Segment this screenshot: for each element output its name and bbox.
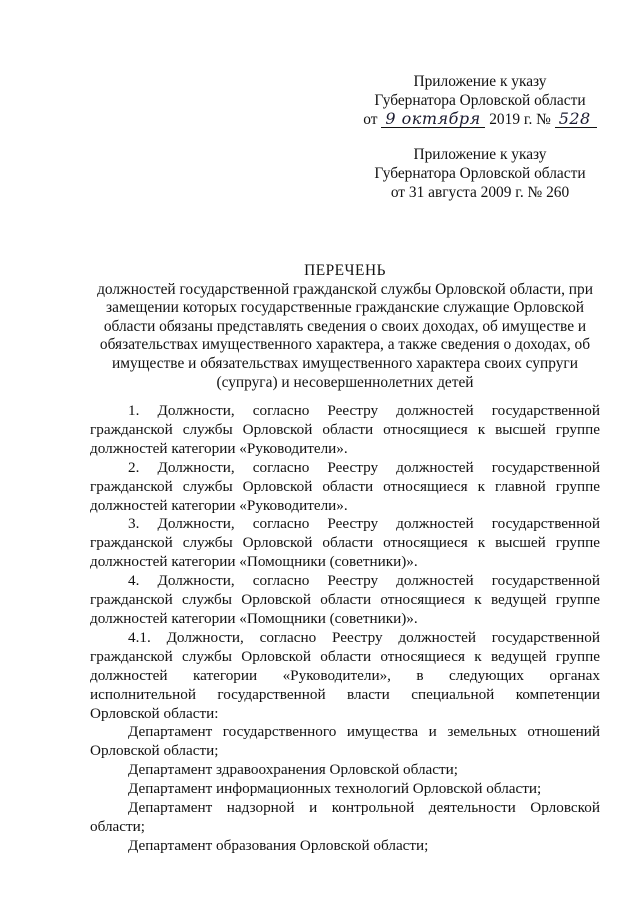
department-list-item: Департамент надзорной и контрольной деятельности Орловской области;	[90, 799, 600, 835]
title-heading: ПЕРЕЧЕНЬ	[304, 262, 386, 279]
department-list-item: Департамент государственного имущества и земельных отношений Орловской области;	[90, 723, 600, 760]
appendix-note-original	[360, 145, 600, 202]
appendix-current-line1: Приложение к указу	[413, 73, 547, 90]
title-subtitle: должностей государственной гражданской службы Орловской области, при замещении которых государственные гражданские служащие Орловской области обязаны представлять сведения о своих доходах, об имуществе и обязательствах имущественного характера, а также сведения о доходах, об имуществе и обязательствах имущественного характера своих супруги (супруга) и несовершеннолетних детей	[97, 280, 593, 391]
handwritten-decree-number: 528	[555, 111, 597, 128]
paragraph-item-2: 2. Должности, согласно Реестру должностей государственной гражданской службы Орловской области относящиеся к главной группе должностей категории «Руководители».	[90, 458, 600, 514]
paragraph-item-4-1: 4.1. Должности, согласно Реестру должностей государственной гражданской службы Орловской области относящиеся к ведущей группе должностей категории «Руководители», в следующих органах исполнительной государственной власти специальной компетенции Орловской области:	[90, 628, 600, 722]
department-list-item: Департамент информационных технологий Орловской области;	[128, 780, 542, 798]
appendix-current-line2: Губернатора Орловской области	[374, 92, 586, 109]
appendix-note-current	[360, 72, 600, 129]
paragraph-item-1: 1. Должности, согласно Реестру должностей государственной гражданской службы Орловской области относящиеся к высшей группе должностей категории «Руководители».	[90, 402, 600, 457]
paragraph-item-3: 3. Должности, согласно Реестру должностей государственной гражданской службы Орловской области относящиеся к высшей группе должностей категории «Помощники (советники)».	[90, 515, 600, 571]
appendix-original-line1: Приложение к указу	[413, 146, 547, 163]
year-and-number-label: 2019 г. №	[489, 111, 551, 128]
paragraph-item-4: 4. Должности, согласно Реестру должностей государственной гражданской службы Орловской области относящиеся к ведущей группе должностей категории «Помощники (советники)».	[90, 572, 600, 627]
department-list-item: Департамент образования Орловской области;	[128, 836, 429, 854]
document-body	[90, 402, 600, 856]
department-list-item: Департамент здравоохранения Орловской области;	[128, 761, 458, 779]
appendix-original-line3: от 31 августа 2009 г. № 260	[390, 184, 570, 201]
handwritten-date: 9 октября	[381, 111, 485, 128]
appendix-current-date-line	[360, 110, 600, 129]
document-title	[90, 262, 600, 392]
date-prefix: от	[363, 111, 378, 128]
appendix-original-line2: Губернатора Орловской области	[374, 165, 586, 182]
